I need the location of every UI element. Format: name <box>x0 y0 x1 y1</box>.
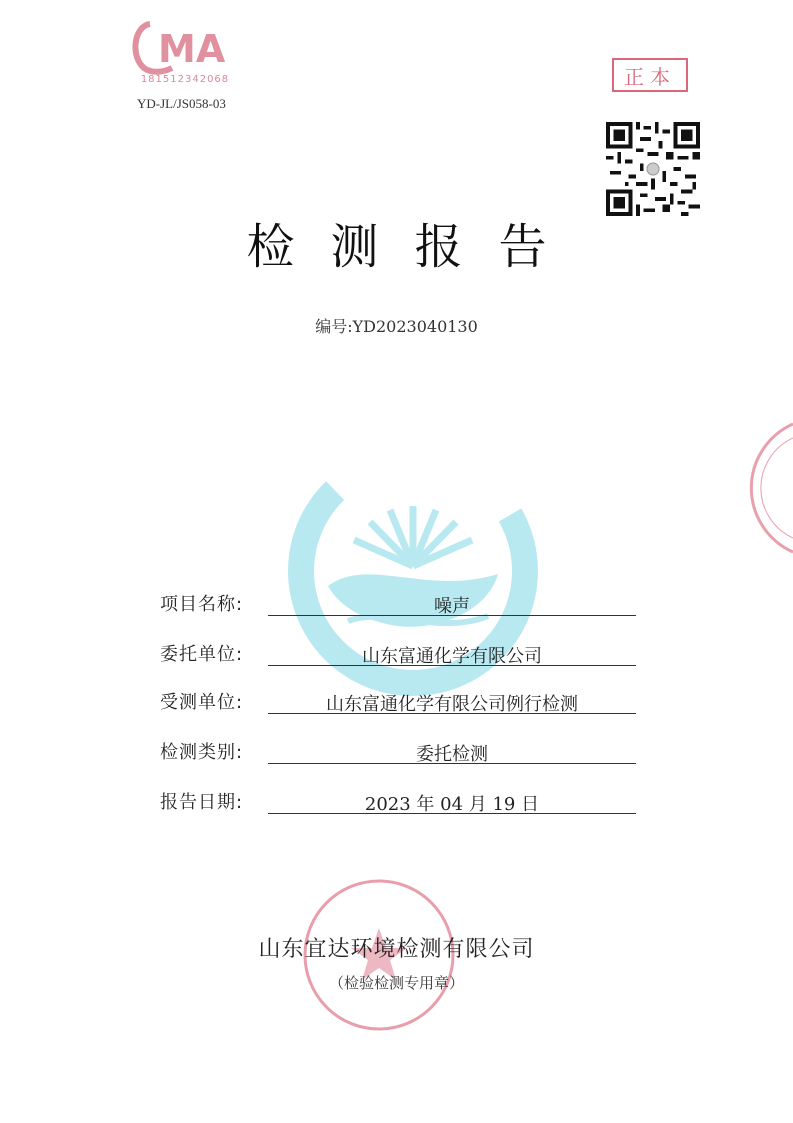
field-label: 项目名称: <box>160 594 244 615</box>
issuing-company: 山东宜达环境检测有限公司 <box>258 937 535 962</box>
field-test-category <box>160 738 640 766</box>
field-label: 报告日期: <box>160 792 244 813</box>
cma-text: MA <box>158 27 226 71</box>
document-code: YD-JL/JS058-03 <box>137 96 226 111</box>
original-copy-stamp: 正本 <box>612 58 688 92</box>
cma-number: 181512342068 <box>140 74 230 85</box>
report-number: 编号:YD2023040130 <box>315 317 478 336</box>
report-title: 检测报告 <box>246 219 583 275</box>
field-report-date <box>160 788 640 816</box>
seal-note: （检验检测专用章） <box>328 974 464 992</box>
field-value: 山东富通化学有限公司例行检测 <box>326 694 578 715</box>
side-seal-stamp <box>748 418 793 558</box>
field-label: 受测单位: <box>160 692 244 713</box>
field-label: 检测类别: <box>160 742 244 763</box>
field-client-unit <box>160 640 640 668</box>
field-value: 2023 年 04 月 19 日 <box>364 794 540 815</box>
field-value: 噪声 <box>434 596 470 617</box>
field-tested-unit <box>160 688 640 716</box>
qr-code-icon <box>606 122 700 216</box>
field-project-name <box>160 590 640 618</box>
field-value: 山东富通化学有限公司 <box>362 646 542 667</box>
field-value: 委托检测 <box>416 744 488 765</box>
field-label: 委托单位: <box>160 644 244 665</box>
